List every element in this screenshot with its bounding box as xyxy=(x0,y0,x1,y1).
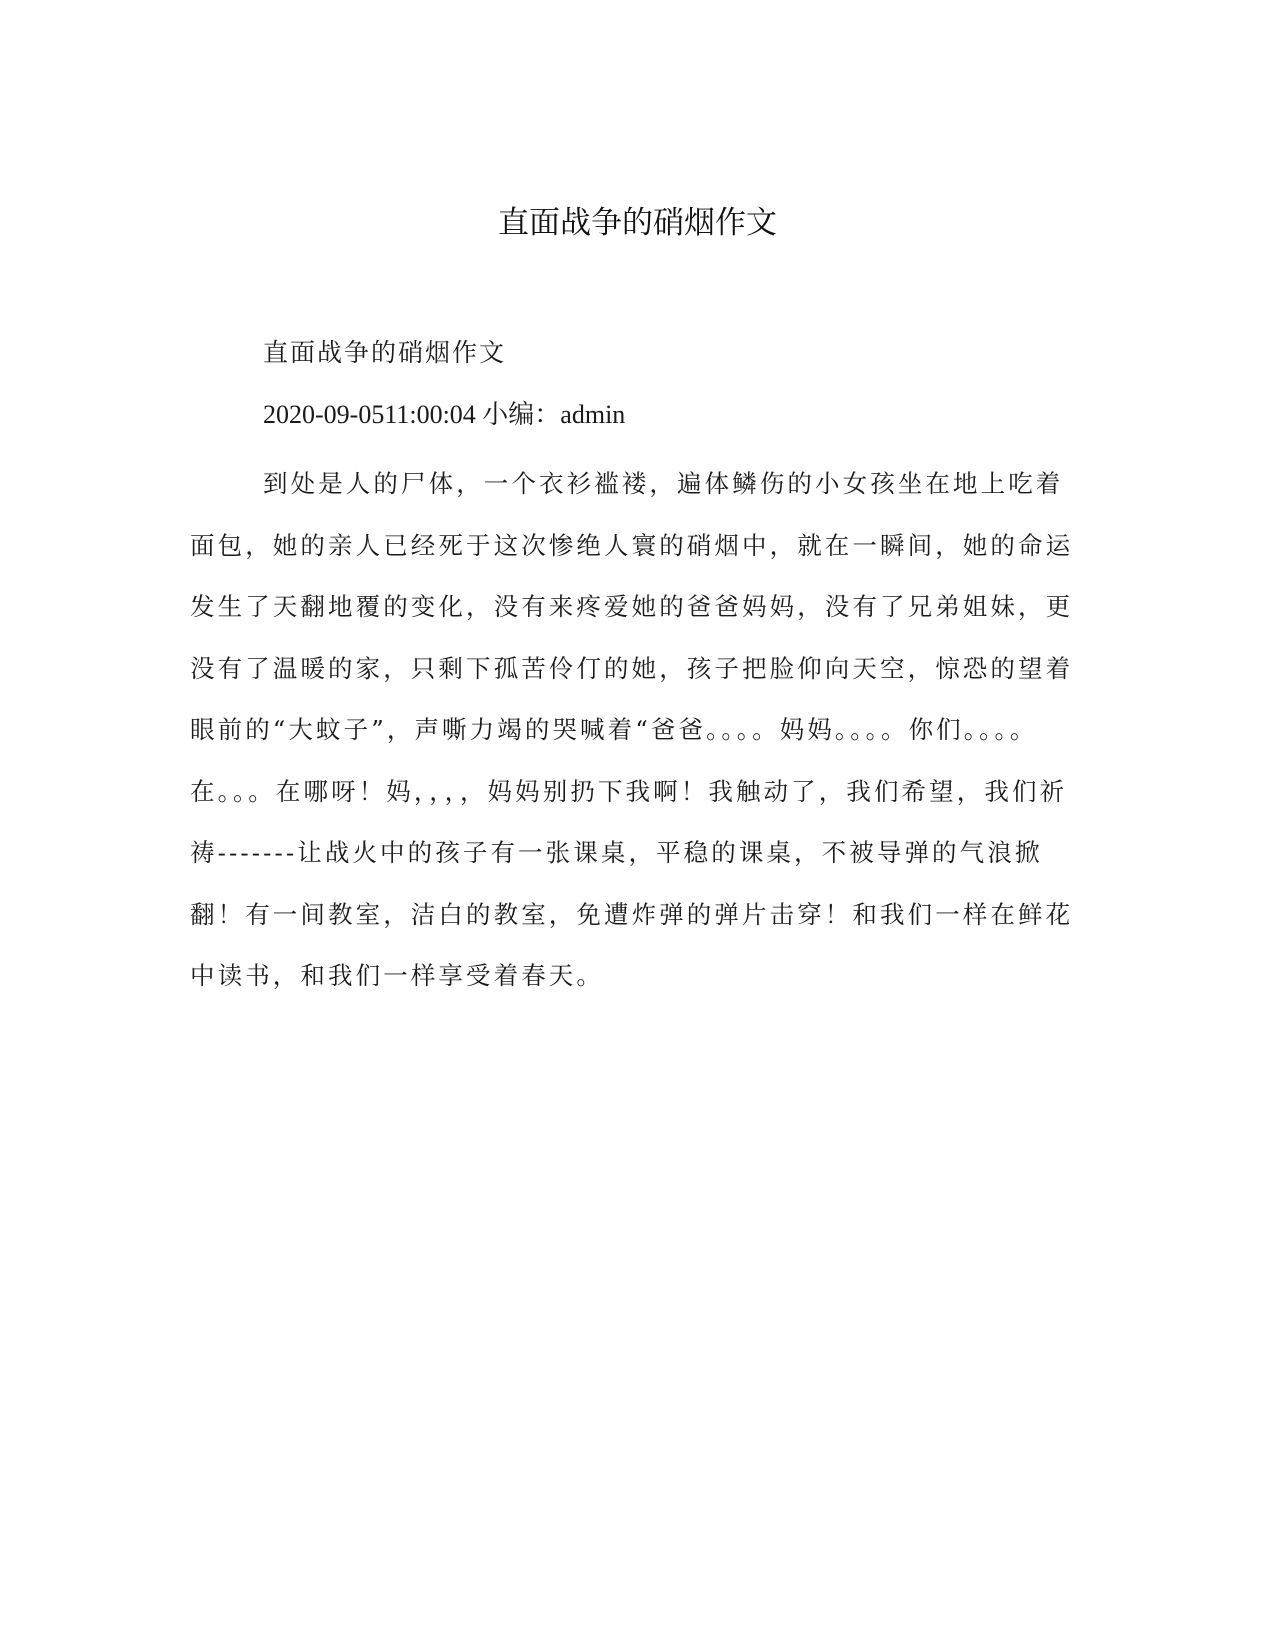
page-title: 直面战争的硝烟作文 xyxy=(498,205,777,241)
article-meta: 2020-09-0511:00:04 小编：admin xyxy=(263,400,626,429)
article-subtitle: 直面战争的硝烟作文 xyxy=(263,338,507,367)
article-body: 到处是人的尸体，一个衣衫褴褛，遍体鳞伤的小女孩坐在地上吃着面包，她的亲人已经死于这次惨绝人寰的硝烟中，就在一瞬间，她的命运发生了天翻地覆的变化，没有来疼爱她的爸爸妈妈，没有了兄弟姐妹，更没有了温暖的家，只剩下孤苦伶仃的她，孩子把脸仰向天空，惊恐的望着眼前的“大蚊子”，声嘶力竭的哭喊着“爸爸。。。。妈妈。。。。你们。。。。在。。。在哪呀！妈，，，，妈妈别扔下我啊！我触动了，我们希望，我们祈祷-------让战火中的孩子有一张课桌，平稳的课桌，不被导弹的气浪掀翻！有一间教室，洁白的教室，免遭炸弹的弹片击穿！和我们一样在鲜花中读书，和我们一样享受着春天。 xyxy=(190,469,1074,990)
